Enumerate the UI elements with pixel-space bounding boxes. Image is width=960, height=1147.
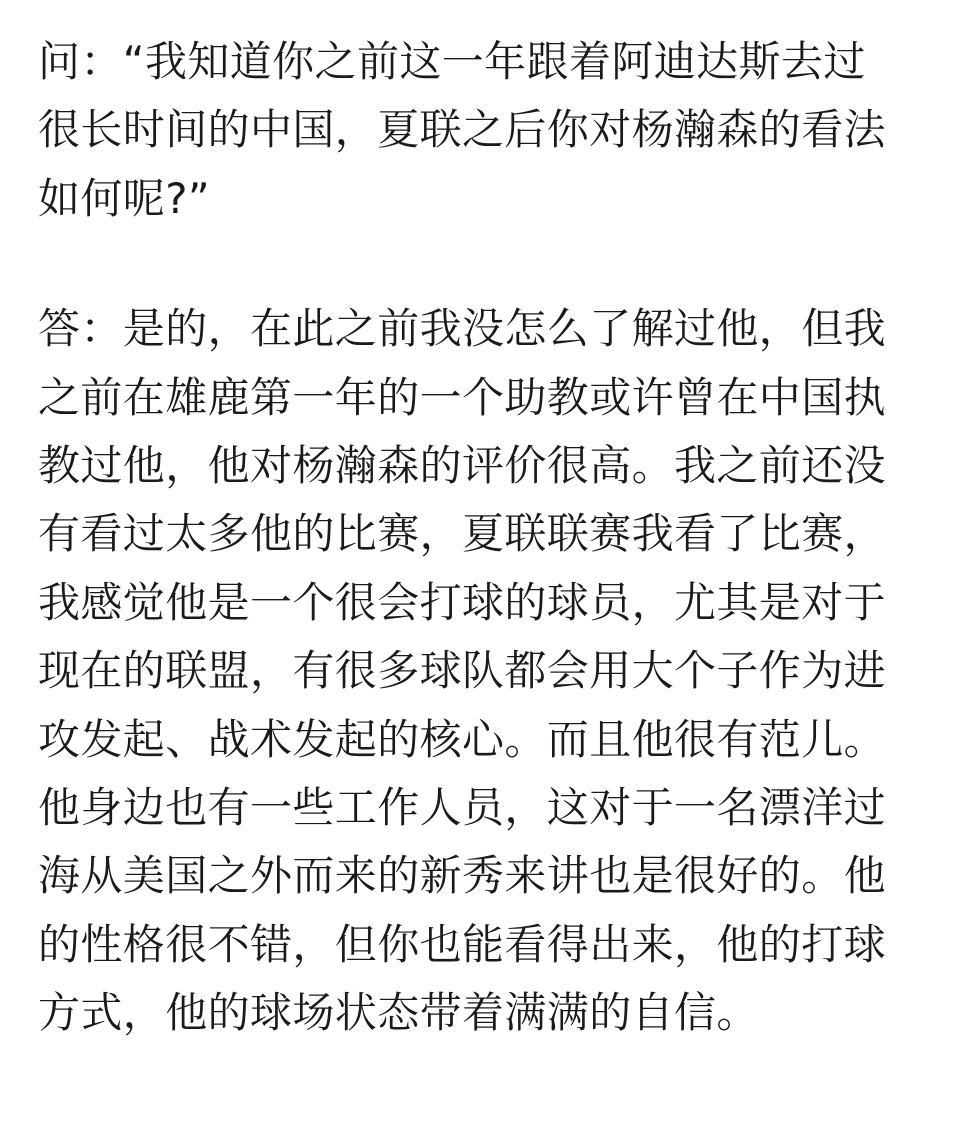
answer-line: 方式，他的球场状态带着满满的自信。 [38, 988, 759, 1038]
answer-line: 攻发起、战术发起的核心。而且他很有范儿。 [38, 714, 887, 764]
paragraph-gap [38, 233, 922, 295]
answer-line: 他身边也有一些工作人员，这对于一名漂洋过 [38, 782, 887, 832]
question-line: 如何呢?” [38, 173, 211, 223]
answer-line: 之前在雄鹿第一年的一个助教或许曾在中国执 [38, 372, 887, 422]
question-paragraph [38, 28, 922, 233]
question-line: 很长时间的中国，夏联之后你对杨瀚森的看法 [38, 105, 887, 155]
answer-line: 我感觉他是一个很会打球的球员，尤其是对于 [38, 577, 887, 627]
answer-line: 答：是的，在此之前我没怎么了解过他，但我 [38, 304, 887, 354]
answer-line: 海从美国之外而来的新秀来讲也是很好的。他 [38, 851, 887, 901]
question-line: 问：“我知道你之前这一年跟着阿迪达斯去过 [38, 37, 866, 86]
answer-line: 教过他，他对杨瀚森的评价很高。我之前还没 [38, 440, 887, 490]
answer-line: 有看过太多他的比赛，夏联联赛我看了比赛， [38, 509, 887, 559]
answer-line: 的性格很不错，但你也能看得出来，他的打球 [38, 919, 887, 969]
answer-line: 现在的联盟，有很多球队都会用大个子作为进 [38, 646, 887, 696]
answer-paragraph [38, 295, 922, 1047]
